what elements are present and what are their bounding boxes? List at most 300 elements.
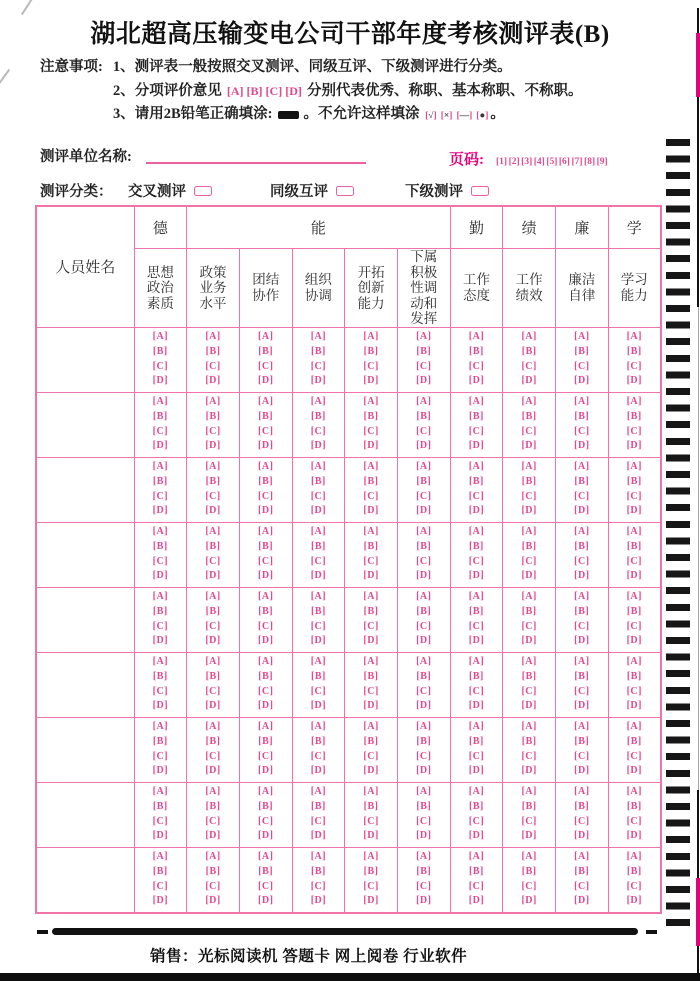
rating-bubble[interactable]: [C] bbox=[258, 555, 274, 567]
rating-bubble[interactable]: [C] bbox=[416, 555, 432, 567]
rating-bubble[interactable]: [B] bbox=[310, 605, 326, 617]
rating-bubble[interactable]: [C] bbox=[574, 360, 590, 372]
rating-bubble[interactable]: [D] bbox=[468, 895, 485, 907]
rating-bubble[interactable]: [C] bbox=[258, 425, 274, 437]
rating-bubble[interactable]: [C] bbox=[626, 490, 642, 502]
rating-bubble[interactable]: [C] bbox=[152, 815, 169, 827]
rating-bubble[interactable]: [B] bbox=[574, 865, 590, 877]
rating-bubble[interactable]: [B] bbox=[574, 800, 590, 812]
rating-bubble[interactable]: [D] bbox=[258, 375, 274, 387]
rating-bubble[interactable]: [D] bbox=[258, 830, 274, 842]
rating-bubble[interactable]: [D] bbox=[363, 440, 379, 452]
name-input-cell[interactable] bbox=[36, 457, 134, 522]
rating-bubble[interactable]: [D] bbox=[416, 635, 432, 647]
rating-bubble[interactable]: [C] bbox=[626, 360, 642, 372]
rating-bubble[interactable]: [D] bbox=[574, 505, 590, 517]
rating-bubble[interactable]: [A] bbox=[258, 590, 274, 602]
rating-bubble[interactable]: [D] bbox=[152, 440, 169, 452]
rating-bubble[interactable]: [B] bbox=[521, 800, 537, 812]
rating-bubble[interactable]: [D] bbox=[310, 505, 327, 517]
rating-bubble[interactable]: [A] bbox=[258, 460, 274, 472]
rating-bubble[interactable]: [B] bbox=[469, 735, 484, 747]
rating-bubble[interactable]: [A] bbox=[626, 590, 642, 602]
rating-bubble[interactable]: [A] bbox=[468, 395, 485, 407]
rating-bubble[interactable]: [D] bbox=[205, 765, 221, 777]
rating-bubble[interactable]: [A] bbox=[468, 785, 485, 797]
rating-bubble[interactable]: [D] bbox=[468, 440, 485, 452]
rating-bubble[interactable]: [D] bbox=[468, 570, 485, 582]
rating-bubble[interactable]: [C] bbox=[363, 620, 379, 632]
rating-bubble[interactable]: [C] bbox=[258, 490, 274, 502]
rating-bubble[interactable]: [A] bbox=[468, 590, 485, 602]
rating-bubble[interactable]: [A] bbox=[574, 655, 590, 667]
rating-bubble[interactable]: [D] bbox=[574, 700, 590, 712]
rating-bubble[interactable]: [C] bbox=[416, 425, 432, 437]
rating-bubble[interactable]: [C] bbox=[258, 815, 274, 827]
rating-bubble[interactable]: [B] bbox=[152, 475, 168, 487]
rating-bubble[interactable]: [D] bbox=[363, 765, 379, 777]
rating-bubble[interactable]: [D] bbox=[626, 635, 642, 647]
rating-bubble[interactable]: [B] bbox=[310, 410, 326, 422]
rating-bubble[interactable]: [B] bbox=[258, 540, 274, 552]
rating-bubble[interactable]: [A] bbox=[310, 655, 327, 667]
rating-bubble[interactable]: [C] bbox=[152, 685, 169, 697]
rating-bubble[interactable]: [D] bbox=[310, 570, 327, 582]
rating-bubble[interactable]: [A] bbox=[468, 525, 485, 537]
rating-bubble[interactable]: [D] bbox=[416, 375, 432, 387]
rating-bubble[interactable]: [A] bbox=[310, 525, 327, 537]
rating-bubble[interactable]: [D] bbox=[152, 505, 169, 517]
rating-bubble[interactable]: [A] bbox=[416, 590, 432, 602]
page-number-bubble[interactable]: [3] bbox=[521, 157, 533, 167]
rating-bubble[interactable]: [D] bbox=[468, 700, 485, 712]
rating-bubble[interactable]: [C] bbox=[521, 815, 537, 827]
rating-bubble[interactable]: [D] bbox=[363, 700, 379, 712]
rating-bubble[interactable]: [C] bbox=[310, 880, 327, 892]
rating-bubble[interactable]: [B] bbox=[205, 735, 221, 747]
rating-bubble[interactable]: [C] bbox=[258, 360, 274, 372]
rating-bubble[interactable]: [D] bbox=[416, 830, 432, 842]
rating-bubble[interactable]: [C] bbox=[468, 490, 485, 502]
rating-bubble[interactable]: [A] bbox=[626, 460, 642, 472]
rating-bubble[interactable]: [A] bbox=[310, 590, 327, 602]
rating-bubble[interactable]: [D] bbox=[152, 570, 169, 582]
rating-bubble[interactable]: [A] bbox=[416, 395, 432, 407]
rating-bubble[interactable]: [A] bbox=[152, 525, 169, 537]
rating-bubble[interactable]: [C] bbox=[521, 620, 537, 632]
rating-bubble[interactable]: [C] bbox=[205, 620, 221, 632]
rating-bubble[interactable]: [B] bbox=[258, 800, 274, 812]
rating-bubble[interactable]: [A] bbox=[310, 460, 327, 472]
rating-bubble[interactable]: [A] bbox=[205, 720, 221, 732]
rating-bubble[interactable]: [B] bbox=[152, 540, 168, 552]
rating-bubble[interactable]: [A] bbox=[152, 460, 169, 472]
rating-bubble[interactable]: [A] bbox=[152, 785, 169, 797]
rating-bubble[interactable]: [B] bbox=[626, 345, 642, 357]
rating-bubble[interactable]: [C] bbox=[310, 750, 327, 762]
rating-bubble[interactable]: [C] bbox=[152, 425, 169, 437]
rating-bubble[interactable]: [A] bbox=[574, 850, 590, 862]
rating-bubble[interactable]: [C] bbox=[574, 425, 590, 437]
rating-bubble[interactable]: [A] bbox=[205, 850, 221, 862]
rating-bubble[interactable]: [C] bbox=[258, 620, 274, 632]
rating-bubble[interactable]: [A] bbox=[152, 330, 169, 342]
rating-bubble[interactable]: [C] bbox=[310, 360, 327, 372]
rating-bubble[interactable]: [A] bbox=[626, 655, 642, 667]
rating-bubble[interactable]: [C] bbox=[416, 490, 432, 502]
rating-bubble[interactable]: [A] bbox=[574, 720, 590, 732]
rating-bubble[interactable]: [C] bbox=[205, 425, 221, 437]
rating-bubble[interactable]: [A] bbox=[205, 655, 221, 667]
rating-bubble[interactable]: [A] bbox=[363, 330, 379, 342]
rating-bubble[interactable]: [C] bbox=[152, 490, 169, 502]
rating-bubble[interactable]: [B] bbox=[469, 345, 484, 357]
rating-bubble[interactable]: [B] bbox=[469, 670, 484, 682]
rating-bubble[interactable]: [A] bbox=[258, 330, 274, 342]
rating-bubble[interactable]: [C] bbox=[626, 880, 642, 892]
rating-bubble[interactable]: [D] bbox=[626, 375, 642, 387]
rating-bubble[interactable]: [D] bbox=[521, 505, 537, 517]
rating-bubble[interactable]: [C] bbox=[521, 360, 537, 372]
rating-bubble[interactable]: [A] bbox=[626, 850, 642, 862]
rating-bubble[interactable]: [A] bbox=[626, 525, 642, 537]
rating-bubble[interactable]: [B] bbox=[310, 345, 326, 357]
rating-bubble[interactable]: [B] bbox=[258, 345, 274, 357]
rating-bubble[interactable]: [A] bbox=[152, 395, 169, 407]
rating-bubble[interactable]: [C] bbox=[310, 815, 327, 827]
rating-bubble[interactable]: [D] bbox=[626, 505, 642, 517]
rating-bubble[interactable]: [D] bbox=[521, 765, 537, 777]
rating-bubble[interactable]: [B] bbox=[574, 540, 590, 552]
page-number-bubble[interactable]: [6] bbox=[558, 157, 570, 167]
rating-bubble[interactable]: [A] bbox=[521, 395, 537, 407]
rating-bubble[interactable]: [A] bbox=[258, 785, 274, 797]
rating-bubble[interactable]: [C] bbox=[626, 555, 642, 567]
rating-bubble[interactable]: [A] bbox=[626, 395, 642, 407]
rating-bubble[interactable]: [B] bbox=[152, 800, 168, 812]
rating-bubble[interactable]: [C] bbox=[574, 685, 590, 697]
name-input-cell[interactable] bbox=[36, 652, 134, 717]
rating-bubble[interactable]: [A] bbox=[205, 395, 221, 407]
rating-bubble[interactable]: [A] bbox=[310, 395, 327, 407]
rating-bubble[interactable]: [A] bbox=[205, 460, 221, 472]
rating-bubble[interactable]: [A] bbox=[258, 850, 274, 862]
rating-bubble[interactable]: [D] bbox=[574, 440, 590, 452]
rating-bubble[interactable]: [B] bbox=[258, 410, 274, 422]
rating-bubble[interactable]: [D] bbox=[258, 505, 274, 517]
rating-bubble[interactable]: [A] bbox=[363, 720, 379, 732]
rating-bubble[interactable]: [B] bbox=[363, 475, 379, 487]
rating-bubble[interactable]: [C] bbox=[363, 750, 379, 762]
rating-bubble[interactable]: [A] bbox=[363, 525, 379, 537]
rating-bubble[interactable]: [D] bbox=[310, 765, 327, 777]
rating-bubble[interactable]: [B] bbox=[152, 865, 168, 877]
rating-bubble[interactable]: [C] bbox=[468, 425, 485, 437]
rating-bubble[interactable]: [D] bbox=[205, 895, 221, 907]
rating-bubble[interactable]: [D] bbox=[258, 440, 274, 452]
rating-bubble[interactable]: [B] bbox=[416, 670, 432, 682]
rating-bubble[interactable]: [C] bbox=[416, 620, 432, 632]
rating-bubble[interactable]: [C] bbox=[626, 620, 642, 632]
rating-bubble[interactable]: [B] bbox=[626, 800, 642, 812]
rating-bubble[interactable]: [B] bbox=[469, 540, 484, 552]
rating-bubble[interactable]: [B] bbox=[310, 865, 326, 877]
rating-bubble[interactable]: [B] bbox=[521, 475, 537, 487]
rating-bubble[interactable]: [C] bbox=[258, 880, 274, 892]
rating-bubble[interactable]: [B] bbox=[363, 605, 379, 617]
rating-bubble[interactable]: [B] bbox=[626, 475, 642, 487]
rating-bubble[interactable]: [D] bbox=[310, 700, 327, 712]
rating-bubble[interactable]: [D] bbox=[152, 635, 169, 647]
rating-bubble[interactable]: [B] bbox=[521, 540, 537, 552]
rating-bubble[interactable]: [A] bbox=[205, 330, 221, 342]
rating-bubble[interactable]: [A] bbox=[205, 785, 221, 797]
rating-bubble[interactable]: [C] bbox=[152, 620, 169, 632]
rating-bubble[interactable]: [C] bbox=[310, 685, 327, 697]
rating-bubble[interactable]: [B] bbox=[205, 670, 221, 682]
rating-bubble[interactable]: [A] bbox=[363, 655, 379, 667]
rating-bubble[interactable]: [B] bbox=[416, 735, 432, 747]
page-number-bubble[interactable]: [9] bbox=[596, 157, 608, 167]
rating-bubble[interactable]: [D] bbox=[626, 700, 642, 712]
rating-bubble[interactable]: [D] bbox=[258, 700, 274, 712]
unit-name-input[interactable] bbox=[146, 145, 366, 164]
rating-bubble[interactable]: [B] bbox=[574, 410, 590, 422]
rating-bubble[interactable]: [A] bbox=[363, 395, 379, 407]
rating-bubble[interactable]: [B] bbox=[205, 800, 221, 812]
rating-bubble[interactable]: [B] bbox=[310, 540, 326, 552]
rating-bubble[interactable]: [A] bbox=[574, 785, 590, 797]
rating-bubble[interactable]: [B] bbox=[363, 800, 379, 812]
rating-bubble[interactable]: [D] bbox=[416, 700, 432, 712]
rating-bubble[interactable]: [D] bbox=[574, 375, 590, 387]
rating-bubble[interactable]: [B] bbox=[521, 605, 537, 617]
rating-bubble[interactable]: [B] bbox=[310, 475, 326, 487]
rating-bubble[interactable]: [A] bbox=[363, 460, 379, 472]
rating-bubble[interactable]: [B] bbox=[416, 800, 432, 812]
rating-bubble[interactable]: [C] bbox=[363, 815, 379, 827]
rating-bubble[interactable]: [A] bbox=[310, 850, 327, 862]
category-checkbox[interactable] bbox=[194, 186, 212, 196]
rating-bubble[interactable]: [C] bbox=[468, 360, 485, 372]
rating-bubble[interactable]: [B] bbox=[521, 670, 537, 682]
rating-bubble[interactable]: [B] bbox=[258, 670, 274, 682]
rating-bubble[interactable]: [A] bbox=[310, 330, 327, 342]
rating-bubble[interactable]: [D] bbox=[363, 635, 379, 647]
rating-bubble[interactable]: [D] bbox=[152, 700, 169, 712]
rating-bubble[interactable]: [D] bbox=[468, 830, 485, 842]
rating-bubble[interactable]: [D] bbox=[363, 505, 379, 517]
rating-bubble[interactable]: [A] bbox=[258, 720, 274, 732]
rating-bubble[interactable]: [A] bbox=[416, 720, 432, 732]
rating-bubble[interactable]: [B] bbox=[310, 670, 326, 682]
name-input-cell[interactable] bbox=[36, 522, 134, 587]
rating-bubble[interactable]: [A] bbox=[468, 720, 485, 732]
rating-bubble[interactable]: [D] bbox=[626, 895, 642, 907]
rating-bubble[interactable]: [A] bbox=[205, 525, 221, 537]
rating-bubble[interactable]: [A] bbox=[521, 785, 537, 797]
rating-bubble[interactable]: [B] bbox=[626, 410, 642, 422]
rating-bubble[interactable]: [D] bbox=[521, 375, 537, 387]
rating-bubble[interactable]: [C] bbox=[363, 880, 379, 892]
rating-bubble[interactable]: [B] bbox=[363, 670, 379, 682]
rating-bubble[interactable]: [C] bbox=[205, 555, 221, 567]
rating-bubble[interactable]: [D] bbox=[205, 700, 221, 712]
rating-bubble[interactable]: [D] bbox=[574, 895, 590, 907]
rating-bubble[interactable]: [C] bbox=[626, 815, 642, 827]
rating-bubble[interactable]: [D] bbox=[205, 505, 221, 517]
rating-bubble[interactable]: [D] bbox=[363, 375, 379, 387]
rating-bubble[interactable]: [C] bbox=[574, 750, 590, 762]
rating-bubble[interactable]: [D] bbox=[574, 635, 590, 647]
page-number-bubble[interactable]: [7] bbox=[571, 157, 583, 167]
page-number-bubble[interactable]: [5] bbox=[546, 157, 558, 167]
rating-bubble[interactable]: [D] bbox=[468, 765, 485, 777]
rating-bubble[interactable]: [D] bbox=[416, 440, 432, 452]
rating-bubble[interactable]: [C] bbox=[363, 685, 379, 697]
rating-bubble[interactable]: [A] bbox=[521, 460, 537, 472]
rating-bubble[interactable]: [D] bbox=[468, 635, 485, 647]
rating-bubble[interactable]: [C] bbox=[574, 620, 590, 632]
rating-bubble[interactable]: [B] bbox=[205, 345, 221, 357]
rating-bubble[interactable]: [C] bbox=[310, 425, 327, 437]
rating-bubble[interactable]: [B] bbox=[626, 865, 642, 877]
rating-bubble[interactable]: [C] bbox=[258, 685, 274, 697]
rating-bubble[interactable]: [D] bbox=[521, 830, 537, 842]
rating-bubble[interactable]: [A] bbox=[205, 590, 221, 602]
rating-bubble[interactable]: [A] bbox=[574, 395, 590, 407]
rating-bubble[interactable]: [A] bbox=[363, 850, 379, 862]
rating-bubble[interactable]: [D] bbox=[521, 700, 537, 712]
rating-bubble[interactable]: [A] bbox=[574, 525, 590, 537]
rating-bubble[interactable]: [B] bbox=[469, 865, 484, 877]
rating-bubble[interactable]: [D] bbox=[521, 635, 537, 647]
rating-bubble[interactable]: [C] bbox=[416, 360, 432, 372]
rating-bubble[interactable]: [B] bbox=[152, 345, 168, 357]
rating-bubble[interactable]: [A] bbox=[574, 330, 590, 342]
rating-bubble[interactable]: [A] bbox=[416, 460, 432, 472]
rating-bubble[interactable]: [B] bbox=[574, 605, 590, 617]
rating-bubble[interactable]: [D] bbox=[363, 570, 379, 582]
rating-bubble[interactable]: [C] bbox=[468, 880, 485, 892]
rating-bubble[interactable]: [B] bbox=[626, 670, 642, 682]
rating-bubble[interactable]: [A] bbox=[416, 655, 432, 667]
rating-bubble[interactable]: [B] bbox=[258, 475, 274, 487]
rating-bubble[interactable]: [D] bbox=[258, 635, 274, 647]
rating-bubble[interactable]: [A] bbox=[468, 850, 485, 862]
rating-bubble[interactable]: [A] bbox=[521, 590, 537, 602]
rating-bubble[interactable]: [B] bbox=[205, 605, 221, 617]
rating-bubble[interactable]: [C] bbox=[574, 490, 590, 502]
rating-bubble[interactable]: [A] bbox=[258, 525, 274, 537]
rating-bubble[interactable]: [C] bbox=[521, 750, 537, 762]
rating-bubble[interactable]: [B] bbox=[416, 475, 432, 487]
rating-bubble[interactable]: [C] bbox=[521, 555, 537, 567]
rating-bubble[interactable]: [D] bbox=[258, 765, 274, 777]
rating-bubble[interactable]: [B] bbox=[205, 475, 221, 487]
rating-bubble[interactable]: [B] bbox=[626, 540, 642, 552]
rating-bubble[interactable]: [B] bbox=[416, 865, 432, 877]
rating-bubble[interactable]: [B] bbox=[258, 865, 274, 877]
category-checkbox[interactable] bbox=[336, 186, 354, 196]
rating-bubble[interactable]: [D] bbox=[152, 895, 169, 907]
rating-bubble[interactable]: [A] bbox=[363, 590, 379, 602]
rating-bubble[interactable]: [B] bbox=[469, 410, 484, 422]
rating-bubble[interactable]: [D] bbox=[205, 635, 221, 647]
rating-bubble[interactable]: [C] bbox=[626, 750, 642, 762]
rating-bubble[interactable]: [D] bbox=[521, 895, 537, 907]
rating-bubble[interactable]: [B] bbox=[469, 605, 484, 617]
rating-bubble[interactable]: [B] bbox=[574, 345, 590, 357]
rating-bubble[interactable]: [C] bbox=[152, 880, 169, 892]
rating-bubble[interactable]: [D] bbox=[310, 635, 327, 647]
rating-bubble[interactable]: [A] bbox=[152, 655, 169, 667]
rating-bubble[interactable]: [B] bbox=[152, 605, 168, 617]
rating-bubble[interactable]: [C] bbox=[574, 815, 590, 827]
rating-bubble[interactable]: [B] bbox=[205, 540, 221, 552]
rating-bubble[interactable]: [A] bbox=[626, 720, 642, 732]
rating-bubble[interactable]: [B] bbox=[310, 735, 326, 747]
rating-bubble[interactable]: [B] bbox=[363, 865, 379, 877]
rating-bubble[interactable]: [C] bbox=[310, 490, 327, 502]
page-number-bubble[interactable]: [8] bbox=[584, 157, 596, 167]
rating-bubble[interactable]: [D] bbox=[468, 375, 485, 387]
rating-bubble[interactable]: [D] bbox=[205, 440, 221, 452]
name-input-cell[interactable] bbox=[36, 327, 134, 392]
rating-bubble[interactable]: [A] bbox=[521, 655, 537, 667]
rating-bubble[interactable]: [D] bbox=[626, 830, 642, 842]
rating-bubble[interactable]: [D] bbox=[574, 765, 590, 777]
rating-bubble[interactable]: [D] bbox=[205, 570, 221, 582]
rating-bubble[interactable]: [C] bbox=[310, 555, 327, 567]
rating-bubble[interactable]: [A] bbox=[574, 590, 590, 602]
rating-bubble[interactable]: [D] bbox=[416, 765, 432, 777]
rating-bubble[interactable]: [A] bbox=[152, 850, 169, 862]
rating-bubble[interactable]: [B] bbox=[363, 345, 379, 357]
rating-bubble[interactable]: [B] bbox=[363, 735, 379, 747]
rating-bubble[interactable]: [B] bbox=[363, 540, 379, 552]
rating-bubble[interactable]: [C] bbox=[574, 555, 590, 567]
rating-bubble[interactable]: [D] bbox=[521, 570, 537, 582]
rating-bubble[interactable]: [D] bbox=[416, 570, 432, 582]
rating-bubble[interactable]: [D] bbox=[626, 570, 642, 582]
rating-bubble[interactable]: [C] bbox=[468, 620, 485, 632]
rating-bubble[interactable]: [D] bbox=[258, 570, 274, 582]
rating-bubble[interactable]: [D] bbox=[258, 895, 274, 907]
rating-bubble[interactable]: [C] bbox=[468, 750, 485, 762]
category-checkbox[interactable] bbox=[471, 186, 489, 196]
rating-bubble[interactable]: [C] bbox=[205, 360, 221, 372]
rating-bubble[interactable]: [C] bbox=[205, 490, 221, 502]
page-number-bubble[interactable]: [4] bbox=[533, 157, 545, 167]
rating-bubble[interactable]: [A] bbox=[416, 785, 432, 797]
rating-bubble[interactable]: [A] bbox=[258, 395, 274, 407]
rating-bubble[interactable]: [A] bbox=[468, 655, 485, 667]
rating-bubble[interactable]: [B] bbox=[258, 605, 274, 617]
rating-bubble[interactable]: [D] bbox=[468, 505, 485, 517]
rating-bubble[interactable]: [D] bbox=[205, 830, 221, 842]
rating-bubble[interactable]: [B] bbox=[205, 410, 221, 422]
rating-bubble[interactable]: [C] bbox=[258, 750, 274, 762]
rating-bubble[interactable]: [A] bbox=[363, 785, 379, 797]
rating-bubble[interactable]: [B] bbox=[416, 345, 432, 357]
rating-bubble[interactable]: [B] bbox=[521, 735, 537, 747]
rating-bubble[interactable]: [A] bbox=[521, 720, 537, 732]
rating-bubble[interactable]: [D] bbox=[416, 505, 432, 517]
rating-bubble[interactable]: [C] bbox=[205, 750, 221, 762]
rating-bubble[interactable]: [C] bbox=[363, 360, 379, 372]
rating-bubble[interactable]: [B] bbox=[574, 735, 590, 747]
